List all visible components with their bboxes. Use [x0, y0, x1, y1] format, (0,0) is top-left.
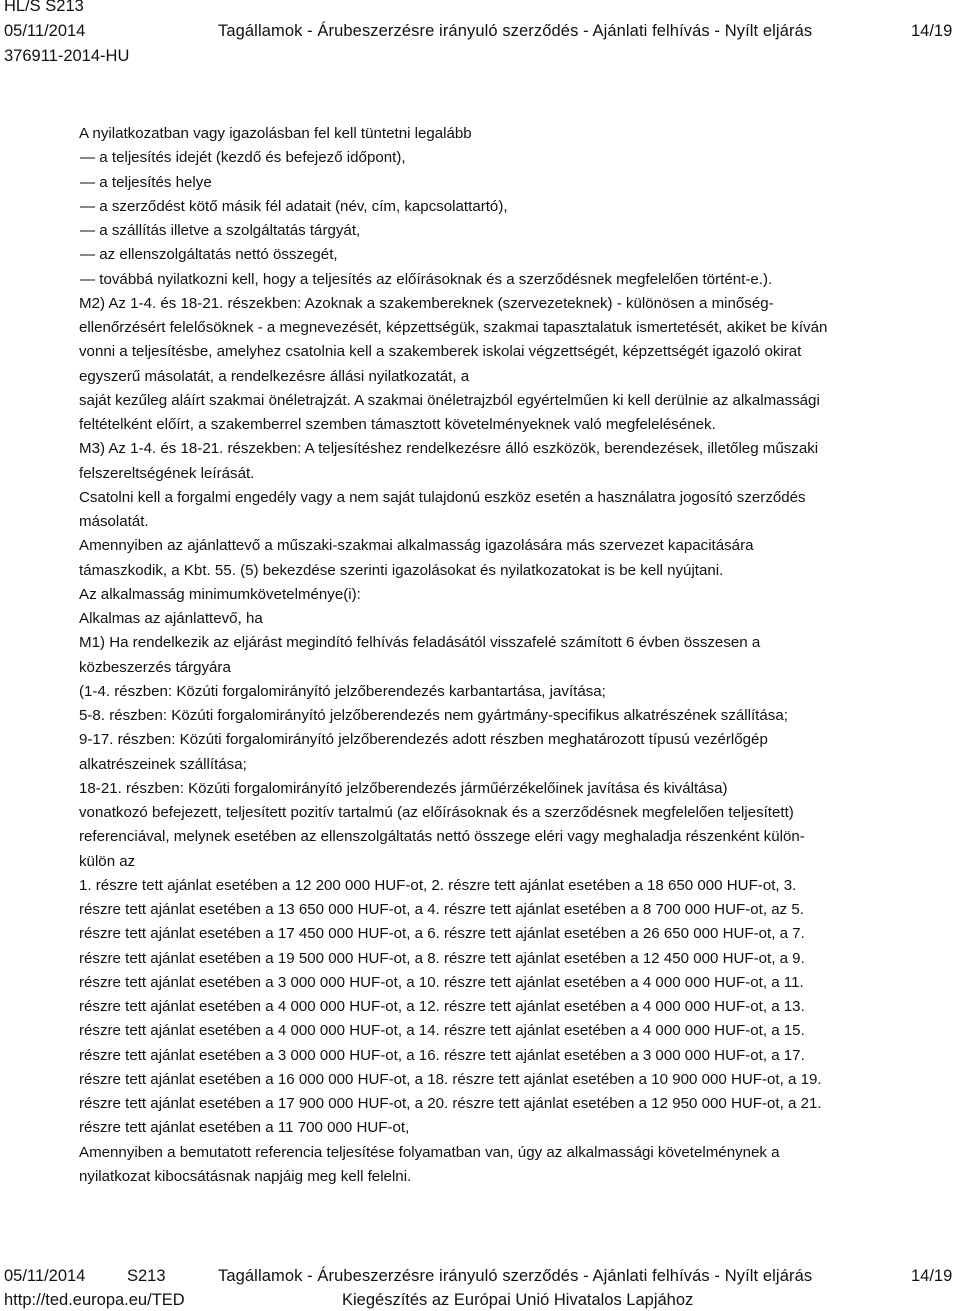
header-journal: HL/S S213 [4, 0, 84, 15]
body-line: vonatkozó befejezett, teljesített pozitív tartalmú (az előírásoknak és a szerződésnek megfelelően teljesített) [79, 804, 794, 821]
footer-url-link[interactable]: http://ted.europa.eu/TED [4, 1291, 185, 1309]
body-line: alkatrészeinek szállítása; [79, 755, 247, 773]
body-line: Alkalmas az ajánlattevő, ha [79, 610, 263, 627]
body-line: támaszkodik, a Kbt. 55. (5) bekezdése szerinti igazolásokat és nyilatkozatokat is be kell nyújtani. [79, 561, 724, 579]
body-line: M1) Ha rendelkezik az eljárást megindító felhívás feladásától visszafelé számított 6 évben összesen a [79, 634, 761, 652]
body-line: M2) Az 1-4. és 18-21. részekben: Azoknak a szakembereknek (szervezeteknek) - különösen a minőség- [79, 294, 774, 312]
body-line: 5-8. részben: Közúti forgalomirányító jelzőberendezés nem gyártmány-specifikus alkatrészének szállítása; [79, 707, 788, 724]
body-line: részre tett ajánlat esetében a 4 000 000 HUF-ot, a 14. részre tett ajánlat esetében a 4 000 000 HUF-ot, a 15. [79, 1022, 805, 1040]
body-line: — a szerződést kötő másik fél adatait (név, cím, kapcsolattartó), [80, 197, 508, 215]
body-line: nyilatkozat kibocsátásnak napjáig meg kell felelni. [79, 1167, 412, 1185]
body-line: feltételként előírt, a szakemberrel szemben támasztott követelményeknek való megfelelésének. [79, 416, 716, 433]
body-line: külön az [79, 852, 136, 870]
body-line: részre tett ajánlat esetében a 17 450 000 HUF-ot, a 6. részre tett ajánlat esetében a 26 650 000 HUF-ot, a 7. [79, 925, 805, 943]
body-line: részre tett ajánlat esetében a 16 000 000 HUF-ot, a 18. részre tett ajánlat esetében a 10 900 000 HUF-ot, a 19. [79, 1070, 822, 1088]
body-line: 18-21. részben: Közúti forgalomirányító jelzőberendezés járműérzékelőinek javítása és kiváltása) [79, 779, 728, 797]
header-title: Tagállamok - Árubeszerzésre irányuló szerződés - Ajánlati felhívás - Nyílt eljárás [218, 22, 813, 40]
body-line: A nyilatkozatban vagy igazolásban fel kell tüntetni legalább [79, 125, 472, 142]
body-line: — a teljesítés idejét (kezdő és befejező időpont), [80, 149, 406, 167]
body-line: részre tett ajánlat esetében a 13 650 000 HUF-ot, a 4. részre tett ajánlat esetében a 8 700 000 HUF-ot, az 5. [79, 901, 804, 918]
body-line: 9-17. részben: Közúti forgalomirányító jelzőberendezés adott részben meghatározott típusú vezérlőgép [79, 731, 768, 749]
body-line: egyszerű másolatát, a rendelkezésre állási nyilatkozatát, a [79, 367, 470, 385]
footer-series: S213 [127, 1267, 166, 1285]
body-line: — továbbá nyilatkozni kell, hogy a teljesítés az előírásoknak és a szerződésnek megfelelően történt-e.). [80, 270, 773, 288]
footer-date: 05/11/2014 [4, 1267, 86, 1285]
body-line: — a szállítás illetve a szolgáltatás tárgyát, [80, 222, 361, 239]
header-notice-id: 376911-2014-HU [4, 47, 130, 65]
body-line: részre tett ajánlat esetében a 11 700 000 HUF-ot, [79, 1119, 410, 1137]
body-line: 1. részre tett ajánlat esetében a 12 200 000 HUF-ot, 2. részre tett ajánlat esetében a 18 650 000 HUF-ot, 3. [79, 876, 797, 894]
body-line: ellenőrzésért felelősöknek - a megnevezését, képzettségük, szakmai tapasztalatuk ismertetését, akiket be kíván [79, 319, 828, 336]
header-page: 14/19 [911, 22, 953, 40]
body-line: saját kezűleg aláírt szakmai önéletrajzát. A szakmai önéletrajzból egyértelműen ki kell derülnie az alkalmassági [79, 391, 820, 409]
body-line: felszereltségének leírását. [79, 464, 255, 482]
body-line: másolatát. [79, 513, 149, 530]
footer-title: Tagállamok - Árubeszerzésre irányuló szerződés - Ajánlati felhívás - Nyílt eljárás [218, 1267, 813, 1285]
body-line: Az alkalmasság minimumkövetelménye(i): [79, 585, 361, 603]
body-line: Csatolni kell a forgalmi engedély vagy a nem saját tulajdonú eszköz esetén a használatra jogosító szerződés [79, 488, 806, 506]
body-line: részre tett ajánlat esetében a 19 500 000 HUF-ot, a 8. részre tett ajánlat esetében a 12 450 000 HUF-ot, a 9. [79, 949, 805, 967]
header-date: 05/11/2014 [4, 22, 86, 40]
body-line: részre tett ajánlat esetében a 17 900 000 HUF-ot, a 20. részre tett ajánlat esetében a 12 950 000 HUF-ot, a 21. [79, 1095, 822, 1112]
body-line: részre tett ajánlat esetében a 3 000 000 HUF-ot, a 10. részre tett ajánlat esetében a 4 000 000 HUF-ot, a 11. [79, 973, 804, 991]
footer-publisher: Kiegészítés az Európai Unió Hivatalos Lapjához [342, 1291, 694, 1309]
document-body [79, 122, 957, 1189]
footer-page: 14/19 [911, 1267, 953, 1285]
body-line: — az ellenszolgáltatás nettó összegét, [80, 246, 338, 264]
body-line: — a teljesítés helye [80, 173, 212, 191]
body-line: Amennyiben az ajánlattevő a műszaki-szakmai alkalmasság igazolására más szervezet kapacitására [79, 537, 754, 555]
body-line: részre tett ajánlat esetében a 4 000 000 HUF-ot, a 12. részre tett ajánlat esetében a 4 000 000 HUF-ot, a 13. [79, 998, 805, 1015]
body-line: (1-4. részben: Közúti forgalomirányító jelzőberendezés karbantartása, javítása; [79, 682, 606, 700]
body-line: M3) Az 1-4. és 18-21. részekben: A teljesítéshez rendelkezésre álló eszközök, berendezések, illetőleg műszaki [79, 440, 819, 458]
body-line: vonni a teljesítésbe, amelyhez csatolnia kell a szakemberek iskolai végzettségét, képzettségét igazoló okirat [79, 343, 802, 361]
body-line: Amennyiben a bemutatott referencia teljesítése folyamatban van, úgy az alkalmassági követelménynek a [79, 1143, 780, 1161]
body-line: részre tett ajánlat esetében a 3 000 000 HUF-ot, a 16. részre tett ajánlat esetében a 3 000 000 HUF-ot, a 17. [79, 1046, 805, 1064]
body-line: referenciával, melynek esetében az ellenszolgáltatás nettó összege eléri vagy meghaladja részenként külön- [79, 828, 805, 846]
body-line: közbeszerzés tárgyára [79, 658, 231, 676]
